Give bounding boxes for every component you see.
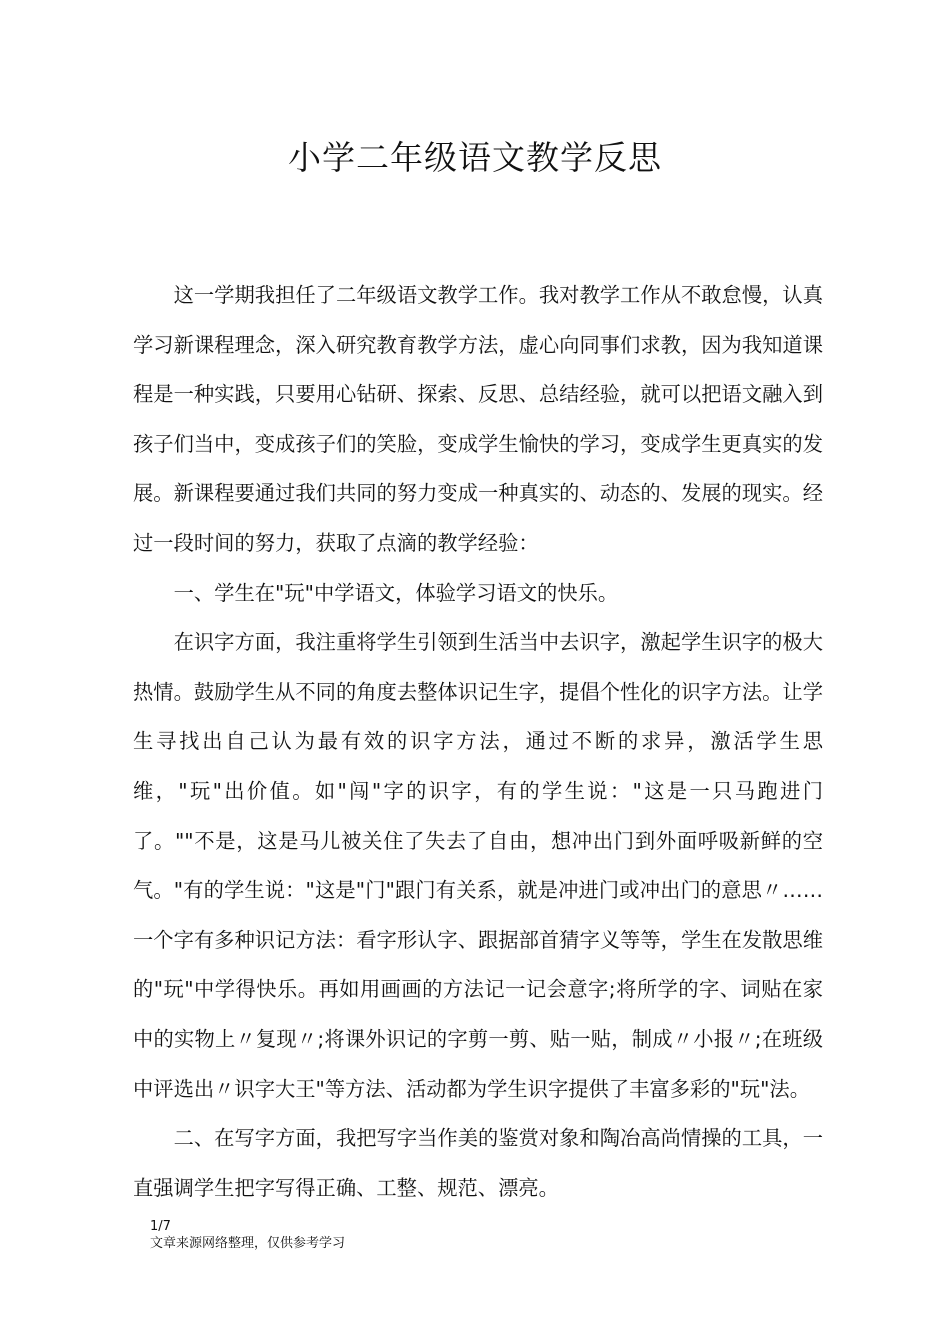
- paragraph-section-heading-2: 二、在写字方面，我把写字当作美的鉴赏对象和陶冶高尚情操的工具，一直强调学生把字写得正确、工整、规范、漂亮。: [133, 1126, 823, 1200]
- paragraph-intro: 这一学期我担任了二年级语文教学工作。我对教学工作从不敢怠慢，认真学习新课程理念，深入研究教育教学方法，虚心向同事们求教，因为我知道课程是一种实践，只要用心钻研、探索、反思、总结经验，就可以把语文融入到孩子们当中，变成孩子们的笑脸，变成学生愉快的学习，变成学生更真实的发展。新课程要通过我们共同的努力变成一种真实的、动态的、发展的现实。经过一段时间的努力，获取了点滴的教学经验：: [133, 283, 823, 555]
- page-number: 1/7: [150, 1219, 171, 1234]
- page-footer: [150, 1218, 345, 1252]
- source-note: 文章来源网络整理，仅供参考学习: [150, 1236, 346, 1251]
- paragraph-literacy: 在识字方面，我注重将学生引领到生活当中去识字，激起学生识字的极大热情。鼓励学生从不同的角度去整体识记生字，提倡个性化的识字方法。让学生寻找出自己认为最有效的识字方法，通过不断的求异，激活学生思维，"玩"出价值。如"闯"字的识字，有的学生说："这是一只马跑进门了。""不是，这是马儿被关住了失去了自由，想冲出门到外面呼吸新鲜的空气。"有的学生说："这是"门"跟门有关系，就是冲进门或冲出门的意思〃……一个字有多种识记方法：看字形认字、跟据部首猜字义等等，学生在发散思维的"玩"中学得快乐。再如用画画的方法记一记会意字;将所学的字、词贴在家中的实物上〃复现〃;将课外识记的字剪一剪、贴一贴，制成〃小报〃;在班级中评选出〃识字大王"等方法、活动都为学生识字提供了丰富多彩的"玩"法。: [133, 630, 823, 1101]
- paragraph-section-heading-1: 一、学生在"玩"中学语文，体验学习语文的快乐。: [173, 580, 619, 605]
- article-body: [133, 271, 823, 1213]
- page-title: 小学二年级语文教学反思: [288, 138, 662, 177]
